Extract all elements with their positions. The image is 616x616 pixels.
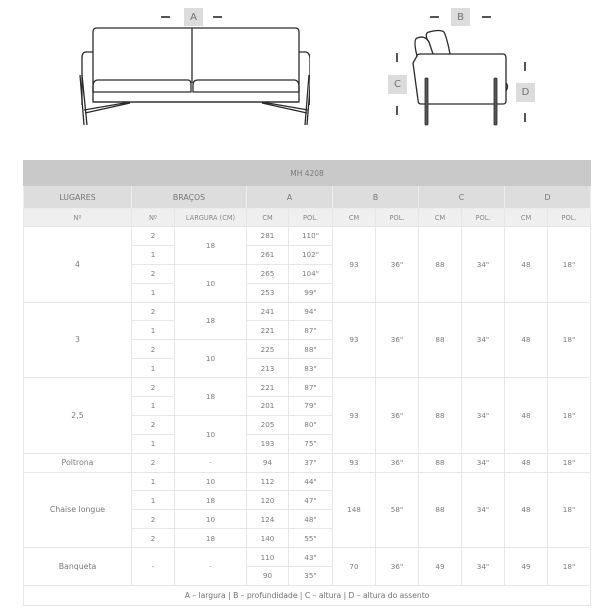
cell-largura: 10 (175, 472, 247, 491)
cell-bracos-n: 1 (132, 283, 175, 302)
cell-c-cm: 49 (419, 548, 462, 586)
cell-d-cm: 48 (505, 227, 548, 303)
cell-a-pol: 75" (289, 434, 333, 453)
table-row (24, 302, 591, 321)
cell-bracos-n: 1 (132, 472, 175, 491)
cell-d-cm: 48 (505, 472, 548, 548)
table-row (24, 453, 591, 472)
cell-b-pol: 36" (376, 548, 419, 586)
cell-c-cm: 88 (419, 472, 462, 548)
subheader-bracos-n: Nº (132, 209, 175, 227)
dimension-label-c: C (388, 75, 407, 94)
cell-bracos-n: 2 (132, 264, 175, 283)
dimensions-table (23, 160, 591, 606)
cell-bracos-n: 2 (132, 340, 175, 359)
cell-a-cm: 221 (247, 321, 289, 340)
dimension-dash (213, 16, 222, 18)
cell-a-pol: 37" (289, 453, 333, 472)
cell-largura: 10 (175, 415, 247, 453)
cell-a-pol: 55" (289, 529, 333, 548)
cell-a-pol: 104" (289, 264, 333, 283)
cell-a-cm: 140 (247, 529, 289, 548)
cell-c-pol: 34" (462, 472, 505, 548)
cell-c-cm: 88 (419, 227, 462, 303)
cell-b-pol: 36" (376, 302, 419, 378)
cell-a-cm: 253 (247, 283, 289, 302)
cell-a-pol: 48" (289, 510, 333, 529)
cell-a-cm: 241 (247, 302, 289, 321)
cell-largura: 10 (175, 510, 247, 529)
table-legend: A – largura | B – profundidade | C – altura | D – altura do assento (24, 585, 591, 605)
cell-d-cm: 49 (505, 548, 548, 586)
cell-lugares: Banqueta (24, 548, 132, 586)
subheader-largura: LARGURA (CM) (175, 209, 247, 227)
cell-c-cm: 88 (419, 453, 462, 472)
cell-b-cm: 93 (333, 227, 376, 303)
subheader-d-cm: CM (505, 209, 548, 227)
cell-b-cm: 148 (333, 472, 376, 548)
dimension-dash (161, 16, 170, 18)
cell-c-cm: 88 (419, 302, 462, 378)
subheader-b-cm: CM (333, 209, 376, 227)
header-a: A (247, 186, 333, 209)
subheader-lugares-n: Nº (24, 209, 132, 227)
table-row (24, 472, 591, 491)
cell-a-cm: 124 (247, 510, 289, 529)
cell-c-pol: 34" (462, 453, 505, 472)
cell-a-cm: 110 (247, 548, 289, 567)
cell-bracos-n: 1 (132, 245, 175, 264)
cell-a-pol: 44" (289, 472, 333, 491)
cell-largura: - (175, 453, 247, 472)
cell-bracos-n: 1 (132, 321, 175, 340)
cell-bracos-n: 2 (132, 415, 175, 434)
cell-bracos-n: 2 (132, 529, 175, 548)
cell-a-pol: 80" (289, 415, 333, 434)
sofa-side-view-drawing (405, 28, 510, 128)
header-bracos: BRAÇOS (132, 186, 247, 209)
cell-bracos-n: 2 (132, 227, 175, 246)
cell-bracos-n: 1 (132, 434, 175, 453)
cell-d-pol: 18" (548, 548, 591, 586)
table-body (24, 227, 591, 586)
cell-a-cm: 221 (247, 378, 289, 397)
cell-a-pol: 110" (289, 227, 333, 246)
cell-b-cm: 93 (333, 378, 376, 454)
header-c: C (419, 186, 505, 209)
header-lugares: LUGARES (24, 186, 132, 209)
cell-bracos-n: 2 (132, 453, 175, 472)
subheader-c-pol: POL. (462, 209, 505, 227)
dimension-tick (396, 106, 398, 115)
cell-a-pol: 87" (289, 321, 333, 340)
cell-a-pol: 88" (289, 340, 333, 359)
cell-bracos-n: 1 (132, 359, 175, 378)
dimension-tick (524, 62, 526, 71)
dimension-dash (482, 16, 491, 18)
cell-c-pol: 34" (462, 227, 505, 303)
cell-bracos-n: 2 (132, 302, 175, 321)
cell-largura: 18 (175, 227, 247, 265)
header-b: B (333, 186, 419, 209)
cell-d-cm: 48 (505, 453, 548, 472)
cell-a-cm: 94 (247, 453, 289, 472)
cell-largura: 18 (175, 302, 247, 340)
cell-bracos-n: 2 (132, 378, 175, 397)
subheader-b-pol: POL. (376, 209, 419, 227)
cell-a-pol: 79" (289, 397, 333, 416)
cell-a-pol: 35" (289, 567, 333, 586)
cell-a-cm: 265 (247, 264, 289, 283)
cell-a-cm: 193 (247, 434, 289, 453)
subheader-a-pol: POL. (289, 209, 333, 227)
cell-bracos-n: 1 (132, 491, 175, 510)
cell-largura: 18 (175, 529, 247, 548)
cell-bracos-n: 1 (132, 397, 175, 416)
cell-lugares: 2,5 (24, 378, 132, 454)
subheader-a-cm: CM (247, 209, 289, 227)
cell-b-pol: 36" (376, 227, 419, 303)
cell-a-cm: 281 (247, 227, 289, 246)
cell-c-pol: 34" (462, 378, 505, 454)
dimension-tick (524, 113, 526, 122)
cell-a-pol: 94" (289, 302, 333, 321)
cell-d-pol: 18" (548, 472, 591, 548)
dimension-label-a: A (184, 8, 203, 26)
cell-largura: 18 (175, 491, 247, 510)
cell-lugares: 4 (24, 227, 132, 303)
table-title: MH 4208 (24, 161, 591, 186)
cell-largura: - (175, 548, 247, 586)
subheader-c-cm: CM (419, 209, 462, 227)
cell-b-pol: 58" (376, 472, 419, 548)
cell-c-cm: 88 (419, 378, 462, 454)
cell-lugares: 3 (24, 302, 132, 378)
cell-a-cm: 225 (247, 340, 289, 359)
cell-a-pol: 47" (289, 491, 333, 510)
cell-a-pol: 99" (289, 283, 333, 302)
header-d: D (505, 186, 591, 209)
cell-a-cm: 120 (247, 491, 289, 510)
cell-a-cm: 205 (247, 415, 289, 434)
cell-lugares: Chaise longue (24, 472, 132, 548)
cell-a-pol: 43" (289, 548, 333, 567)
sofa-front-view-drawing (70, 25, 310, 130)
cell-b-cm: 70 (333, 548, 376, 586)
cell-c-pol: 34" (462, 548, 505, 586)
cell-a-pol: 83" (289, 359, 333, 378)
cell-d-pol: 18" (548, 227, 591, 303)
cell-bracos-n: - (132, 548, 175, 586)
cell-lugares: Poltrona (24, 453, 132, 472)
cell-a-cm: 213 (247, 359, 289, 378)
cell-a-pol: 102" (289, 245, 333, 264)
dimension-label-b: B (451, 8, 470, 26)
cell-b-pol: 36" (376, 378, 419, 454)
cell-d-pol: 18" (548, 453, 591, 472)
cell-b-pol: 36" (376, 453, 419, 472)
cell-d-cm: 48 (505, 378, 548, 454)
subheader-d-pol: POL. (548, 209, 591, 227)
cell-largura: 10 (175, 340, 247, 378)
dimension-dash (430, 16, 439, 18)
dimension-label-d: D (516, 83, 535, 102)
cell-b-cm: 93 (333, 453, 376, 472)
cell-a-pol: 87" (289, 378, 333, 397)
table-row (24, 227, 591, 246)
cell-a-cm: 201 (247, 397, 289, 416)
table-row (24, 548, 591, 567)
cell-d-cm: 48 (505, 302, 548, 378)
cell-a-cm: 261 (247, 245, 289, 264)
table-row (24, 378, 591, 397)
cell-bracos-n: 2 (132, 510, 175, 529)
cell-largura: 18 (175, 378, 247, 416)
cell-a-cm: 90 (247, 567, 289, 586)
cell-largura: 10 (175, 264, 247, 302)
cell-b-cm: 93 (333, 302, 376, 378)
cell-d-pol: 18" (548, 378, 591, 454)
cell-a-cm: 112 (247, 472, 289, 491)
cell-d-pol: 18" (548, 302, 591, 378)
cell-c-pol: 34" (462, 302, 505, 378)
dimension-tick (396, 53, 398, 62)
